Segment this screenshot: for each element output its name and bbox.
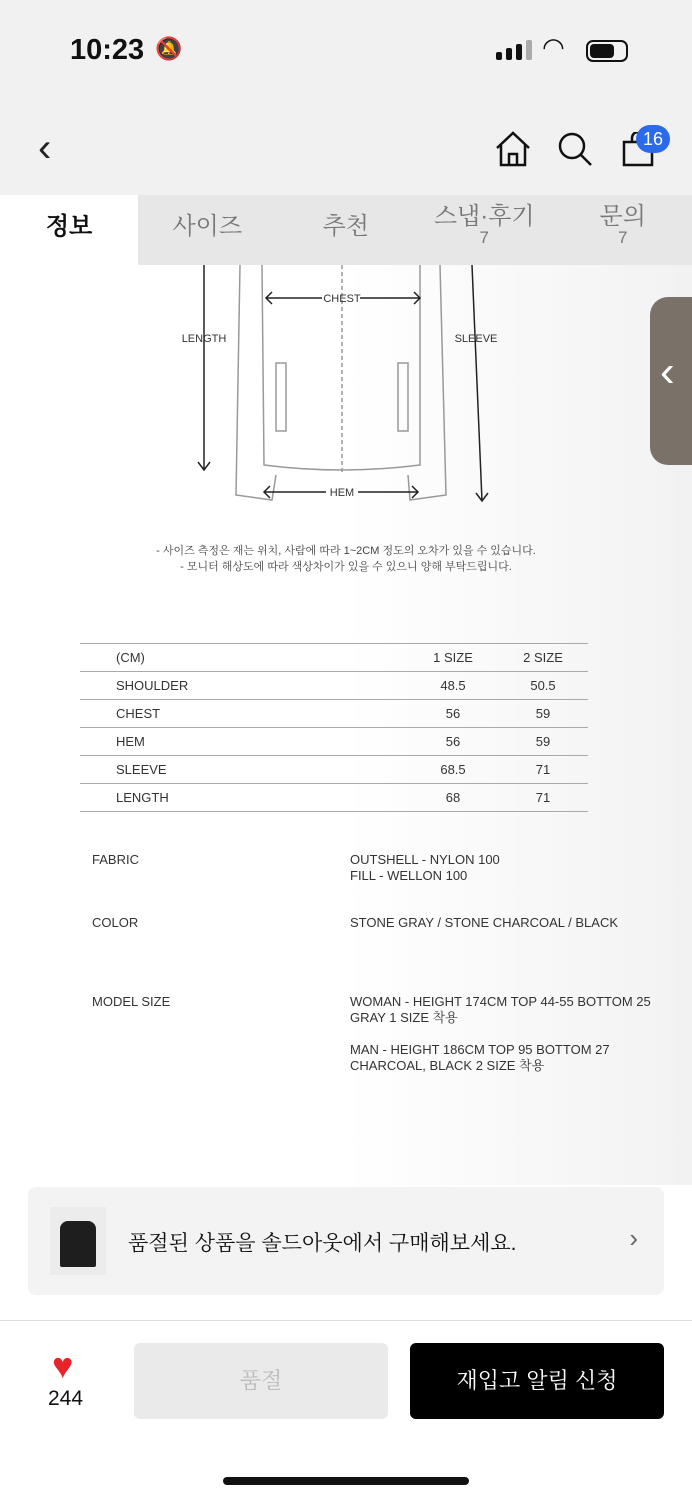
cell: LENGTH [80, 784, 408, 812]
signal-icon [496, 40, 532, 60]
cell: 71 [498, 756, 588, 784]
restock-alert-button[interactable]: 재입고 알림 신청 [410, 1343, 664, 1419]
cell: 56 [408, 700, 498, 728]
cell: 59 [498, 700, 588, 728]
soldout-banner[interactable] [28, 1187, 664, 1295]
product-thumbnail [50, 1207, 106, 1275]
cell: SLEEVE [80, 756, 408, 784]
tab-inquiry[interactable] [554, 195, 692, 265]
cell: 68.5 [408, 756, 498, 784]
model-size-value [350, 994, 651, 1074]
tab-count: 7 [479, 228, 489, 247]
spec-line: CHARCOAL, BLACK 2 SIZE 착용 [350, 1058, 545, 1073]
battery-icon [586, 40, 628, 62]
side-panel-handle[interactable] [650, 297, 692, 465]
fabric-label: FABRIC [92, 852, 139, 867]
sold-out-button[interactable]: 품절 [134, 1343, 388, 1419]
length-label: LENGTH [181, 333, 227, 345]
spec-line: MAN - HEIGHT 186CM TOP 95 BOTTOM 27 [350, 1042, 610, 1057]
header-cell: 1 SIZE [408, 644, 498, 672]
spec-line: OUTSHELL - NYLON 100 [350, 852, 500, 867]
tab-label: 정보 [45, 213, 93, 240]
note-line: - 모니터 해상도에 따라 색상차이가 있을 수 있으니 양해 부탁드립니다. [180, 561, 512, 573]
home-indicator [223, 1477, 469, 1485]
bell-muted-icon: 🔕 [155, 36, 183, 61]
model-size-label: MODEL SIZE [92, 994, 171, 1009]
header-cell: 2 SIZE [498, 644, 588, 672]
cell: 68 [408, 784, 498, 812]
table-row [80, 784, 588, 812]
cell: 56 [408, 728, 498, 756]
table-row [80, 700, 588, 728]
back-button[interactable]: ‹ [38, 126, 52, 170]
table-row [80, 672, 588, 700]
table-row [80, 728, 588, 756]
table-header [80, 644, 588, 672]
banner-text: 품절된 상품을 솔드아웃에서 구매해보세요. [128, 1232, 517, 1255]
spec-line: FILL - WELLON 100 [350, 868, 468, 883]
tab-snap-review[interactable] [415, 195, 554, 265]
cell: 71 [498, 784, 588, 812]
tab-label: 추천 [322, 213, 369, 240]
color-value: STONE GRAY / STONE CHARCOAL / BLACK [350, 915, 619, 930]
cell: 48.5 [408, 672, 498, 700]
clock: 10:23 [70, 34, 145, 66]
tab-bar [0, 195, 692, 265]
note-line: - 사이즈 측정은 재는 위치, 사람에 따라 1~2CM 정도의 오차가 있을 수 있습니다. [156, 545, 536, 557]
search-icon[interactable] [556, 130, 594, 168]
chevron-right-icon: › [629, 1223, 638, 1253]
spec-line: WOMAN - HEIGHT 174CM TOP 44-55 BOTTOM 25 [350, 994, 651, 1009]
tab-count: 7 [618, 228, 628, 247]
heart-icon[interactable]: ♥ [52, 1345, 74, 1386]
size-diagram [0, 265, 692, 515]
tab-recommend[interactable] [277, 195, 416, 265]
cell: HEM [80, 728, 408, 756]
tab-label: 사이즈 [172, 213, 243, 240]
hem-label: HEM [329, 487, 355, 499]
status-bar [0, 0, 692, 195]
tab-size[interactable] [138, 195, 277, 265]
header-cell: (CM) [80, 644, 408, 672]
bottom-action-bar [0, 1320, 692, 1500]
cell: 59 [498, 728, 588, 756]
chevron-left-icon: ‹ [660, 347, 675, 396]
tab-label: 문의 [599, 203, 646, 230]
cart-count-badge: 16 [636, 125, 670, 153]
tab-info[interactable] [0, 195, 138, 265]
cell: SHOULDER [80, 672, 408, 700]
chest-label: CHEST [323, 293, 361, 305]
cell: CHEST [80, 700, 408, 728]
size-table [80, 643, 588, 812]
table-row [80, 756, 588, 784]
tab-label: 스냅·후기 [433, 203, 535, 230]
size-notes [0, 543, 692, 575]
fabric-value [350, 852, 500, 884]
product-detail-content [0, 265, 692, 1185]
spec-line: GRAY 1 SIZE 착용 [350, 1010, 458, 1025]
wifi-icon: ◠ [542, 32, 565, 62]
cell: 50.5 [498, 672, 588, 700]
home-icon[interactable] [494, 130, 532, 168]
sleeve-label: SLEEVE [454, 333, 498, 345]
color-label: COLOR [92, 915, 139, 930]
like-count: 244 [48, 1387, 84, 1410]
